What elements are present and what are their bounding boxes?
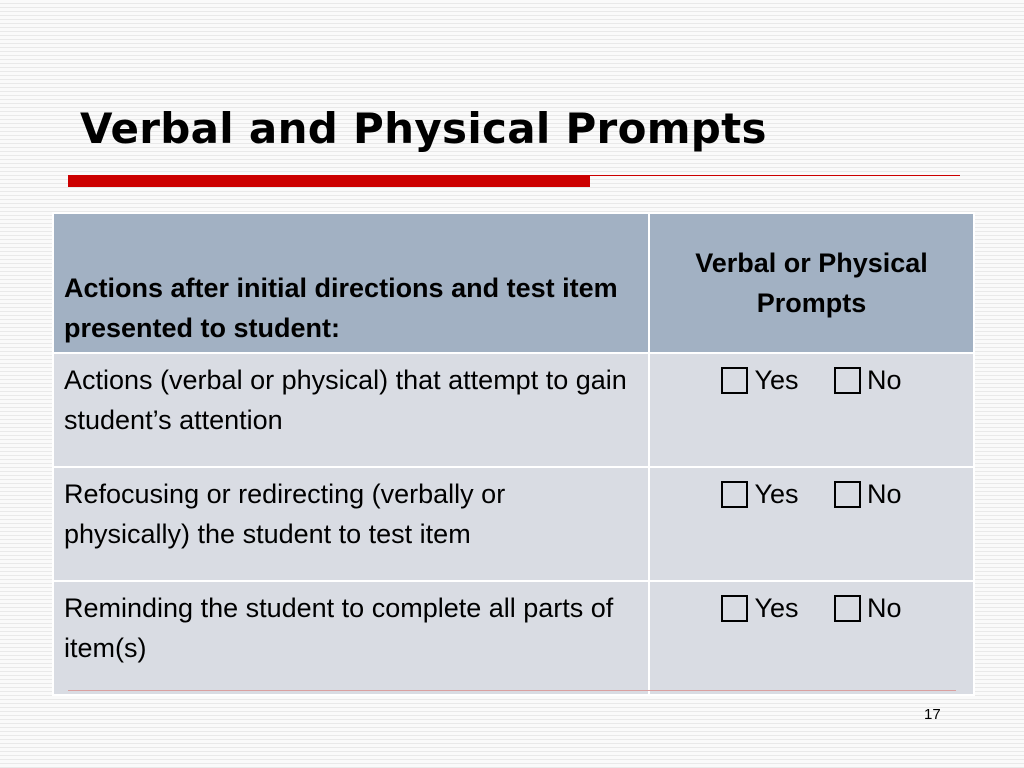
table-row — [53, 353, 974, 467]
no-label: No — [867, 365, 902, 395]
prompt-choice-cell — [649, 581, 974, 695]
prompts-table — [52, 212, 975, 696]
title-underline-thick — [68, 175, 590, 187]
slide-title: Verbal and Physical Prompts — [80, 104, 767, 153]
action-text: Actions (verbal or physical) that attempt to gain student’s attention — [53, 353, 649, 467]
no-option[interactable] — [834, 360, 902, 400]
yes-label: Yes — [754, 593, 799, 623]
no-option[interactable] — [834, 474, 902, 514]
no-label: No — [867, 479, 902, 509]
footer-divider — [68, 690, 956, 691]
header-prompts: Verbal or Physical Prompts — [649, 213, 974, 353]
action-text: Reminding the student to complete all parts of item(s) — [53, 581, 649, 695]
no-checkbox-icon[interactable] — [834, 481, 861, 508]
action-text: Refocusing or redirecting (verbally or physically) the student to test item — [53, 467, 649, 581]
prompt-choice-cell — [649, 467, 974, 581]
prompt-choice-cell — [649, 353, 974, 467]
yes-label: Yes — [754, 479, 799, 509]
yes-option[interactable] — [721, 588, 798, 628]
table-header-row — [53, 213, 974, 353]
table-row — [53, 467, 974, 581]
yes-checkbox-icon[interactable] — [721, 481, 748, 508]
yes-checkbox-icon[interactable] — [721, 367, 748, 394]
no-option[interactable] — [834, 588, 902, 628]
no-checkbox-icon[interactable] — [834, 595, 861, 622]
title-underline-thin — [590, 175, 960, 176]
page-number: 17 — [924, 706, 941, 723]
table-row — [53, 581, 974, 695]
no-checkbox-icon[interactable] — [834, 367, 861, 394]
yes-label: Yes — [754, 365, 799, 395]
yes-option[interactable] — [721, 474, 798, 514]
no-label: No — [867, 593, 902, 623]
yes-option[interactable] — [721, 360, 798, 400]
yes-checkbox-icon[interactable] — [721, 595, 748, 622]
header-actions: Actions after initial directions and test item presented to student: — [53, 213, 649, 353]
